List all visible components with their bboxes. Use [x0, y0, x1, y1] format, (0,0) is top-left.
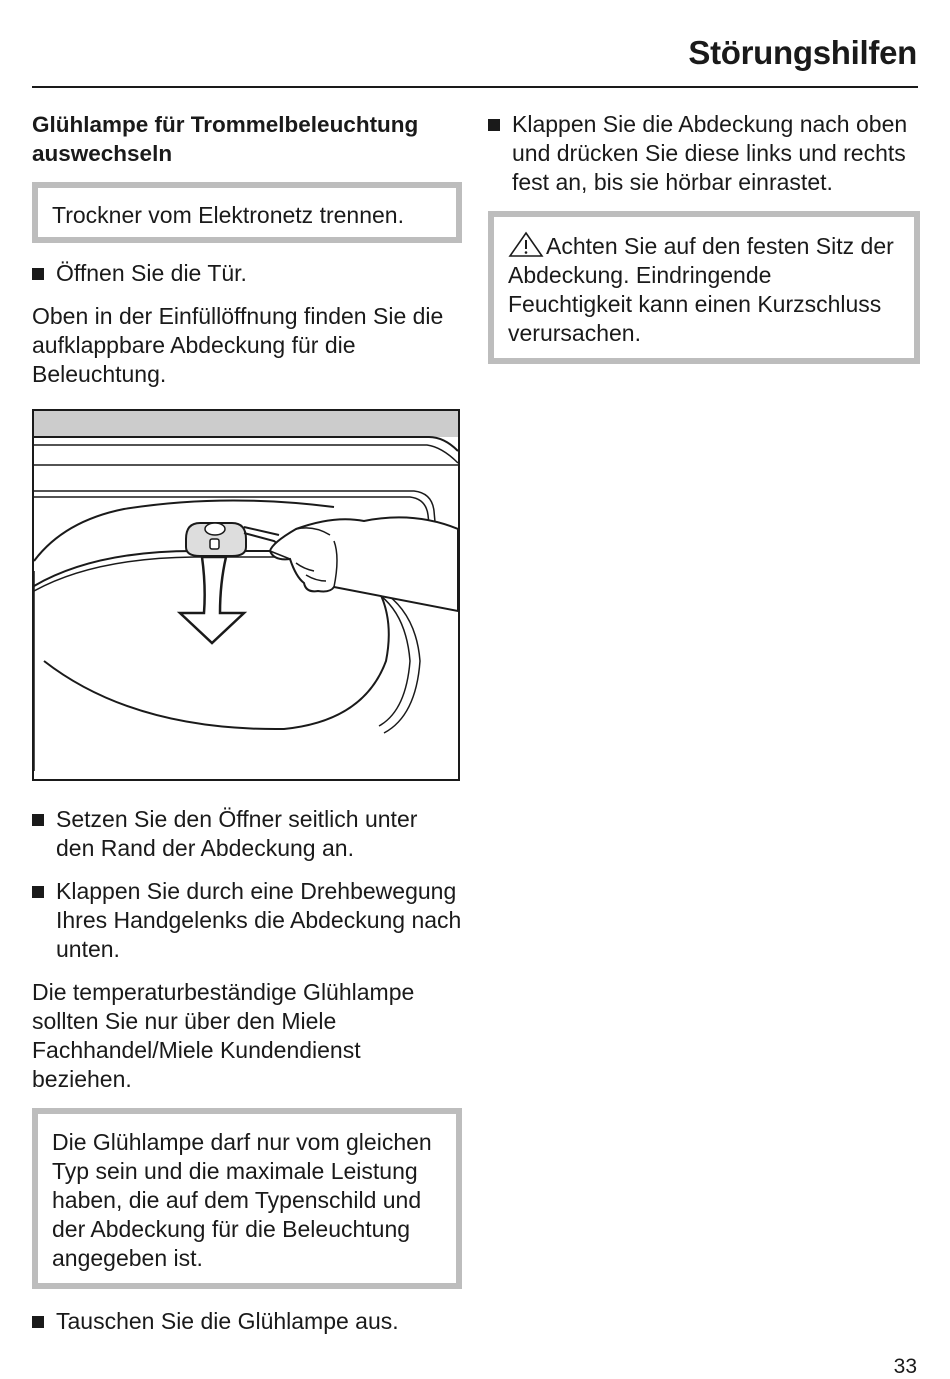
square-bullet-icon	[32, 268, 44, 280]
square-bullet-icon	[488, 119, 500, 131]
drum-light-cover-illustration	[34, 411, 458, 779]
page-title: Störungshilfen	[688, 34, 917, 71]
square-bullet-icon	[32, 886, 44, 898]
warning-box	[488, 211, 920, 364]
list-item-text: Klappen Sie durch eine Drehbewegung Ihres Handgelenks die Abdeckung nach unten.	[56, 878, 462, 962]
list-item-text: Klappen Sie die Abdeckung nach oben und drücken Sie diese links und rechts fest an, bis sie hörbar einrastet.	[512, 111, 908, 195]
notice-box-lamp-type	[32, 1108, 462, 1289]
list-item	[32, 877, 462, 964]
list-item	[488, 110, 920, 197]
right-column	[488, 110, 920, 364]
section-heading-line2: auswechseln	[32, 141, 173, 166]
warning-text: Achten Sie auf den festen Sitz der Abdeckung. Eindringende Feuchtigkeit kann einen Kurzschluss verursachen.	[508, 233, 894, 346]
list-item-text: Öffnen Sie die Tür.	[56, 260, 247, 286]
notice-box-disconnect	[32, 182, 462, 243]
list-item	[32, 1307, 462, 1336]
square-bullet-icon	[32, 814, 44, 826]
warning-triangle-icon	[508, 231, 544, 257]
page-number: 33	[893, 1355, 917, 1378]
section-heading	[32, 110, 462, 168]
left-column	[32, 110, 462, 1350]
list-item-text: Setzen Sie den Öffner seitlich unter den Rand der Abdeckung an.	[56, 806, 418, 861]
list-item	[32, 805, 462, 863]
paragraph: Die temperaturbeständige Glühlampe sollten Sie nur über den Miele Fachhandel/Miele Kundendienst beziehen.	[32, 979, 415, 1092]
section-heading-line1: Glühlampe für Trommelbeleuchtung	[32, 112, 419, 137]
paragraph: Oben in der Einfüllöffnung finden Sie die aufklappbare Abdeckung für die Beleuchtung.	[32, 303, 444, 387]
list-item	[32, 259, 462, 288]
list-item-text: Tauschen Sie die Glühlampe aus.	[56, 1308, 399, 1334]
illustration-figure	[32, 409, 460, 781]
notice-text: Die Glühlampe darf nur vom gleichen Typ sein und die maximale Leistung haben, die auf dem Typenschild und der Abdeckung für die Beleuchtung angegeben ist.	[52, 1129, 432, 1271]
square-bullet-icon	[32, 1316, 44, 1328]
header-rule	[32, 86, 918, 88]
notice-text: Trockner vom Elektronetz trennen.	[52, 202, 404, 228]
